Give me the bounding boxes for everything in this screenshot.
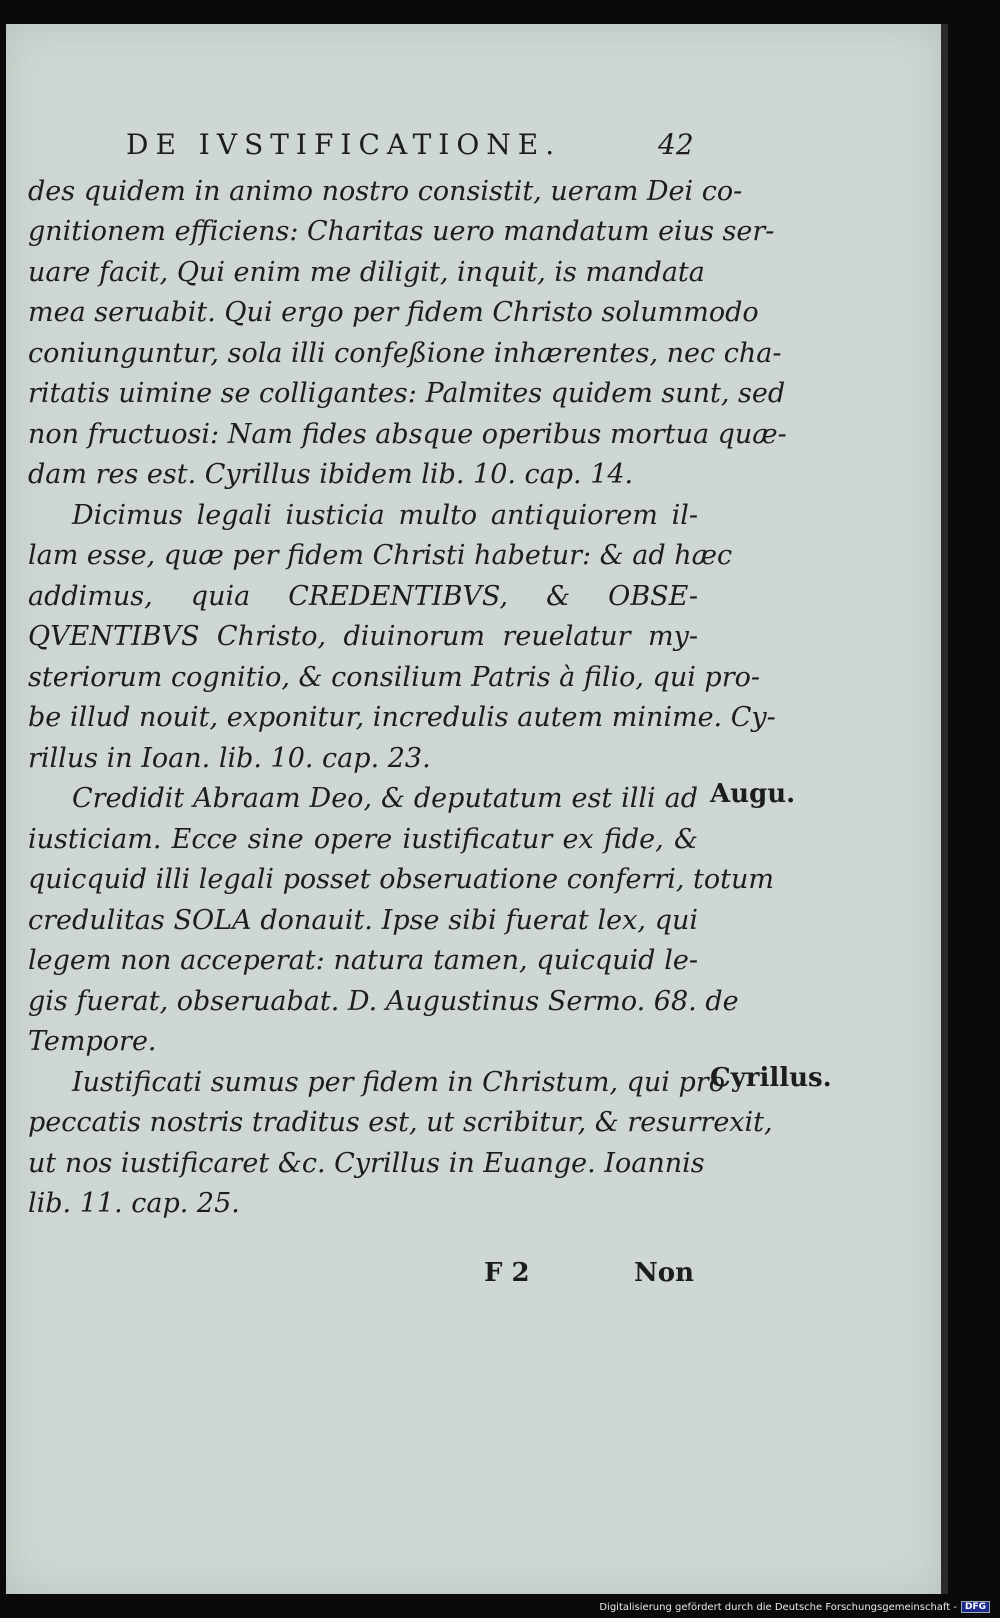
text-line: be illud nouit, exponitur, incredulis autem minime. Cy-: [28, 702, 776, 733]
text-line: quicquid illi legali posset obseruatione conferri, totum: [28, 864, 774, 895]
text-line: legem non acceperat: natura tamen, quicquid le-: [28, 945, 698, 976]
text-line: Iustificati sumus per fidem in Christum, qui pro: [72, 1067, 725, 1098]
text-line: mea seruabit. Qui ergo per fidem Christo solummodo: [28, 297, 759, 328]
text-line: Credidit Abraam Deo, & deputatum est illi ad: [72, 783, 698, 814]
marginal-note: Cyrillus.: [710, 1063, 832, 1093]
text-line: lam esse, quæ per fidem Christi habetur: & ad hæc: [28, 540, 733, 571]
text-line: dam res est. Cyrillus ibidem lib. 10. cap. 14.: [28, 459, 634, 490]
signature-mark: F 2: [484, 1258, 530, 1288]
text-line: coniunguntur, sola illi confeßione inhærentes, nec cha-: [28, 338, 782, 369]
text-line: Dicimus legali iusticia multo antiquiorem il-: [72, 500, 698, 531]
text-line: ut nos iustificaret &c. Cyrillus in Euange. Ioannis: [28, 1148, 705, 1179]
text-line: gis fuerat, obseruabat. D. Augustinus Sermo. 68. de: [28, 986, 739, 1017]
marginal-note: Augu.: [710, 779, 796, 809]
book-page: [6, 24, 941, 1594]
credit-text: Digitalisierung gefördert durch die Deutsche Forschungsgemeinschaft -: [599, 1601, 957, 1613]
text-line: iusticiam. Ecce sine opere iustificatur ex fide, &: [28, 824, 698, 855]
text-line: non fructuosi: Nam fides absque operibus mortua quæ-: [28, 419, 787, 450]
text-line: credulitas SOLA donauit. Ipse sibi fuerat lex, qui: [28, 905, 698, 936]
text-line: steriorum cognitio, & consilium Patris à filio, qui pro-: [28, 662, 760, 693]
text-line: ritatis uimine se colligantes: Palmites quidem sunt, sed: [28, 378, 786, 409]
catchword: Non: [634, 1258, 695, 1288]
running-head: DE IVSTIFICATIONE.: [126, 128, 562, 161]
digitization-credit: [599, 1600, 990, 1614]
text-line: gnitionem efficiens: Charitas uero mandatum eius ser-: [28, 216, 775, 247]
dfg-logo: DFG: [961, 1601, 990, 1613]
text-line: QVENTIBVS Christo, diuinorum reuelatur my-: [28, 621, 698, 652]
text-line: Tempore.: [28, 1026, 157, 1057]
text-line: lib. 11. cap. 25.: [28, 1188, 240, 1219]
text-line: rillus in Ioan. lib. 10. cap. 23.: [28, 743, 431, 774]
text-line: des quidem in animo nostro consistit, ueram Dei co-: [28, 176, 743, 207]
text-line: uare facit, Qui enim me diligit, inquit, is mandata: [28, 257, 705, 288]
text-line: addimus, quia CREDENTIBVS, & OBSE-: [28, 581, 698, 612]
page-edge: [941, 24, 948, 1594]
page-number: 42: [658, 128, 694, 161]
text-line: peccatis nostris traditus est, ut scribitur, & resurrexit,: [28, 1107, 773, 1138]
